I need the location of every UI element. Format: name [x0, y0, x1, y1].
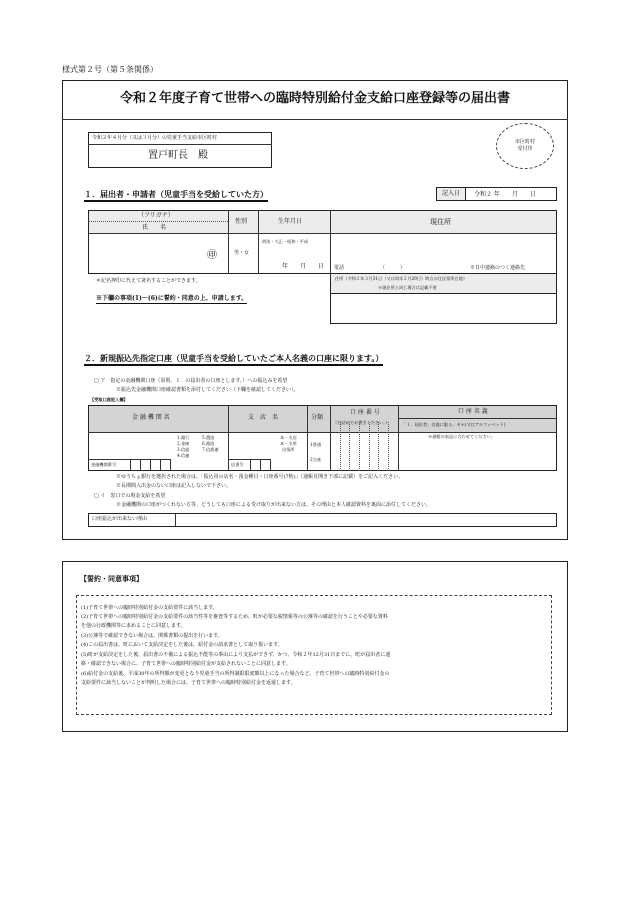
- bank-type-1[interactable]: 1.銀行: [177, 435, 190, 440]
- bank-type-5[interactable]: 5.農協: [202, 435, 215, 440]
- pledge-item: (3)公簿等で確認できない場合は、関係書類の提出を行います。: [81, 633, 223, 639]
- dob-ymd[interactable]: 年 月 日: [282, 263, 325, 270]
- bank-type-4[interactable]: 4.信連: [177, 453, 190, 458]
- daytime-contact-note: ※日中連絡のつく連絡先: [470, 265, 526, 271]
- bank-name-header: 金 融 機 関 名: [132, 414, 170, 421]
- branch-name-header: 支 店 名: [248, 414, 279, 421]
- option-a-note: ※振込先金融機関口座確認書類を添付してください（下欄を確認してください）。: [116, 387, 299, 393]
- phone-label: 電話: [334, 265, 345, 271]
- form-number: 様式第２号（第５条関係）: [62, 65, 158, 74]
- bank-type-6[interactable]: 6.漁協: [202, 441, 215, 446]
- account-number-field[interactable]: [331, 433, 397, 470]
- pledge-item: (6)給付金の支給後、平成30年の所得額が変更となり児童手当の所得制限限度額以上になった場合など、子育て世帯への臨時特別給付金の: [81, 671, 390, 677]
- stamp-label-1: 市区町村: [514, 139, 535, 145]
- reception-stamp-area: [496, 123, 554, 169]
- section1-heading: １．届出者・申請者（児童手当を受給していた方）: [84, 189, 268, 202]
- furigana-label: （フリガナ）: [138, 212, 174, 219]
- branch-name-field[interactable]: [229, 433, 277, 457]
- yucho-note: ※ゆうちょ銀行を選択された場合は、「振込用の店名・預金種目・口座番号(7桁)」（通帳見開き下部に記載）をご記入ください。: [116, 474, 404, 480]
- category-header: 分類: [311, 414, 324, 421]
- date-label-cell: [436, 187, 466, 201]
- pledge-item: (5)町が支給決定をした後、届出書の不備による振込不能等の事由により支払ができず、かつ、令和２年12月31日までに、町が届出者に連: [81, 652, 391, 658]
- sign-note: ＊記名押印に代えて署名することができます。: [96, 278, 201, 284]
- option-i-note: ※金融機関の口座がつくれない方等、どうしても口座による受け取りが出来ない方は、その理由と本人確認資料を裏面に添付してください。: [116, 502, 432, 508]
- section2-heading: ２．新規振込先指定口座（児童手当を受給していたご本人名義の口座に限ります。）: [84, 353, 383, 366]
- account-holder-field[interactable]: [399, 444, 556, 470]
- bank-code-label: 金融機関番号: [91, 462, 117, 467]
- branch-code-field[interactable]: [251, 460, 270, 471]
- reason-label: 口座振込が出来ない理由: [92, 516, 148, 522]
- category-ordinary[interactable]: 1普通: [310, 442, 322, 447]
- form-title: 令和２年度子育て世帯への臨時特別給付金支給口座登録等の届出書: [119, 91, 510, 106]
- registered-address-note: 住所（令和２年３月31日（又は同年２月29日）時点の住民票所在地）: [335, 276, 468, 281]
- gender-label: 性別: [235, 218, 248, 225]
- bank-type-3[interactable]: 3.信組: [177, 447, 190, 452]
- option-i[interactable]: □ イ 窓口での現金支給を希望: [94, 493, 166, 499]
- agree-note: ※下欄の事項(1)～(6)に誓約・同意の上、申請します。: [96, 295, 248, 302]
- address-label: 現住所: [430, 218, 451, 226]
- pledge-item: (2)子育て世帯への臨時特別給付金の支給要件の該当性等を審査等するため、町が必要な税情報等の公簿等の確認を行うことや必要な資料: [81, 614, 388, 620]
- bank-code-field[interactable]: [131, 460, 170, 471]
- entry-date-value: 令和２ 年 月 日: [474, 191, 536, 198]
- branch-code-label: 店番号: [231, 462, 244, 467]
- name-label: 氏 名: [142, 224, 167, 231]
- phone-field[interactable]: （ ）: [380, 265, 406, 271]
- current-address-field[interactable]: [331, 234, 556, 262]
- bank-type-7[interactable]: 7.信漁連: [202, 447, 219, 452]
- pledge-item: を他の行政機関等に求めることに同意します。: [81, 623, 186, 629]
- pledge-heading: 【誓約・同意事項】: [80, 574, 143, 583]
- seal-mark: ㊞: [207, 250, 217, 261]
- holder-note-1: 「１．届出者」名義に限る。カナ(又はアルファベット): [402, 422, 506, 427]
- registered-address-field[interactable]: [330, 293, 557, 324]
- account-number-note: （右詰めでお書きください。）: [333, 420, 390, 425]
- registered-address-note-2: ※現住所と同じ場合は記載不要: [378, 285, 437, 290]
- addressee-caption: 令和２年４月分（又は３月分）の児童手当支給市区町村: [92, 135, 218, 141]
- pledge-item: (1)子育て世帯への臨時特別給付金の支給要件に該当します。: [81, 605, 218, 611]
- gender-options[interactable]: 男・女: [234, 250, 250, 256]
- stamp-label-2: 受付印: [517, 146, 533, 152]
- entry-date-field[interactable]: [465, 187, 557, 201]
- category-current[interactable]: 2当座: [310, 457, 322, 462]
- option-a[interactable]: □ ア 指定の金融機関口座（原則、１．の届出者の口座とします。）への振込みを希望: [94, 378, 288, 384]
- bank-type-2[interactable]: 2.金庫: [177, 441, 190, 446]
- reason-field[interactable]: [176, 514, 556, 526]
- pledge-item: 絡・確認できない場合に、子育て世帯への臨時特別給付金が支給されないことに同意します。: [81, 661, 291, 667]
- dob-label: 生年月日: [278, 218, 303, 225]
- holder-note-2: ※通帳の表記に合わせてください。: [428, 434, 496, 439]
- bank-entry-label: 【受取口座記入欄】: [90, 397, 128, 402]
- branch-type-2[interactable]: 本・支所: [280, 441, 297, 446]
- dob-eras[interactable]: 明治・大正・昭和・平成: [262, 239, 309, 244]
- pledge-item: (4)この届出書は、町において支給決定をした後は、給付金の請求書として取り扱います。: [81, 642, 283, 648]
- branch-type-3[interactable]: 出張所: [282, 447, 295, 452]
- branch-type-1[interactable]: 本・支店: [280, 435, 297, 440]
- date-label: 記入日: [441, 190, 460, 197]
- pledge-item: 支給要件に該当しないことが判明した場合には、子育て世帯への臨時特別給付金を返還します。: [81, 680, 296, 686]
- account-number-header: 口 座 番 号: [350, 409, 380, 416]
- long-term-note: ※長期間入出金のない口座は記入しないで下さい。: [116, 483, 232, 489]
- account-holder-header: 口 座 名 義: [458, 408, 488, 415]
- addressee-name: 置戸町長 殿: [148, 150, 208, 161]
- bank-name-field[interactable]: [89, 433, 173, 457]
